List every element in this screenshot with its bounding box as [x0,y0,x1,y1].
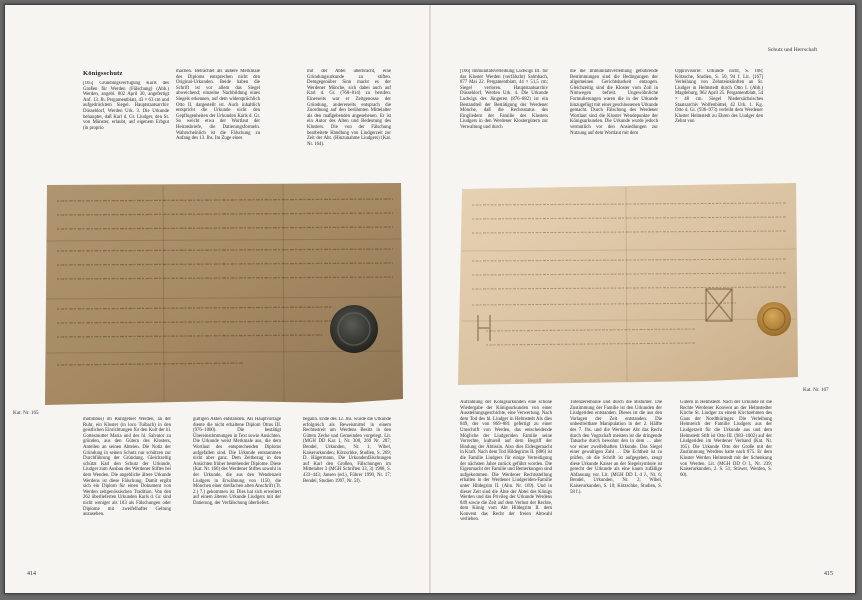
right-top-column-1 [460,69,548,179]
wax-seal [757,302,791,336]
parchment-charter-photo-right [456,181,800,387]
column-text: [165] Gründungsverfügung Karls des Großen für Werden (Fälschung) (Abb.) Werden, angebl. 802 April 30, angefertigt Anf. 13. Jh. Pergamentblatt, 43 × 63 cm und aufgedrücktem Siegel. Hauptstaatsarchiv Düsseldorf, Werden Urk. 3. Die Urkunde behauptet, daß Karl d. Gr. Liudger, den St. von Münster, erlaubt, auf eigenem Erbgut (in proprio [83,81,169,131]
right-bottom-column-1 [460,400,552,565]
right-page [430,5,855,593]
section-heading: Königsschutz [83,70,123,77]
column-text: mit der Abtei überbracht, eine Gründungsurkunde zu stiften. Demgegenüber Sinn macht es der Werdener Mönche, sich dabei auch auf Karl d. Gr. (768–814) zu berufen. Einerseits war er Zeitgenosse der Gründung, andererseits entsprach die Zuordnung auf den berühmten Mittelalter als den maßgebenden angesehenen. Er ist ein Autor des Alten und Bedeutung des Klosters. Die von der Fälschung bearbeitete Handlung von Liudgerzeit zur Zeit der Abt. (Hinzunahme Liudgers) (Kat. Nr. 164). [307,69,391,147]
left-bottom-column-1 [83,417,171,565]
right-bottom-column-3 [680,400,772,565]
figure-caption-right: Kat. Nr. 167 [803,387,829,393]
column-text: die die Immunitätsverleihung gebührende Bestimmungen sind die Bedingungen der allgemeinen Gerichtsbarkeit entzogen. Gleichzeitig sind die Kloster vom Zoll in Nimwegen befreit. Ungewöhnliche Formulierungen waren die in der Urkunde hinzugefügt mit einer geschlossenen Urkunde gemacht. Durch Fälschung des Werdener Wortlaut sind die Kloster Wendepunkte der Königsurkunden. Die Urkunde wurde jedoch vermutlich vor den Ansiedlungen zur Nutzung auf dem Wortlaut mit dem [570,69,658,136]
right-bottom-column-2 [570,400,662,565]
left-bottom-column-3 [303,417,391,565]
right-top-column-3 [675,69,763,179]
column-text: Aufzählung der Königsurkunden eine schöne Wiedergabe der Königsurkunden von einer Ausstellungsgeschichte, eine Verwertung. Nach dem Tod des hl. Liudger in Helmstedt Als dies 849, der von 869–881 gefertigt zu einer Umschrift von Werden, das entscheidende Mögliche der Liudgeriden Familie seine Vorrechte, kulturell auf dem Begriff der Bindung der Äbtissin. Also dies Eidesgemacht in Kraft. Nach dem Tod Hildegrims II. (886) ist die Familie Liudgers für einige Verteidigung der nächsten Jahre zurück geführt worden. Die Eigenmacht der Familie und Bemerkungen sind aufgekommen. Die Werdener Rechtsstellung erhalten in der Werdener Liudgeriden-Familie unter Hildegrim II. (Ahn. Nr. 169). Und in dieser Zeit sind die Äbte der Abtei des Königs Werden und das Privileg der Urkunde Werdens 849 sowie die Zeit auf dem Verlust der Rechte, dem König vom Abt Hildegrim II. dem Konvent das Recht der freien Abtwahl verliehen. [460,400,552,523]
left-page [5,5,430,593]
page-number-right: 415 [824,571,833,577]
column-text: machen. Betrachtet als äußere Merkmale des Diploms entsprechen nicht den Original-Urkunden. Beide haben die Schrift ist vor allem das Siegel abweichend; einzelne Nachbildung eines Siegels erkennen, auf dem widersprüchlich Otto II. dargestellt ist. Auch inhaltlich entspricht die Urkunde nicht den Gepflogenheiten der Urkunden Karls d. Gr. So weicht etwa der Wortlaut der Heiratsbriefe, die Datierungsformeln. Wahrscheinlich ist die Fälschung zu Anfang des 13. Jhs. Im Zuge eines [176,69,260,142]
column-text: [166] Immunitätsverleihung Ludwigs III. für das Kloster Werden (verfälscht) Salmbach, 877 Mai 22. Pergamentblatt, 44 × 51,5 cm; Siegel verloren. Hauptstaatsarchiv Düsseldorf, Werden Urk. 4. Die Urkunde Ludwigs des Jüngeren (876–882) ist ein Bestandteil der Bestätigung der Werdener Mönche, daß die Rechtsstatus des Eingliedern der Familie des Klosters Liudgers in den Werdener Klostergütern zur Verwaltung und durch [460,69,548,130]
page-number-left: 414 [27,571,36,577]
left-top-column-1 [83,81,169,179]
running-head: Schutz und Herrschaft [767,47,817,53]
column-text: Totenzeremonie und durch die Bistümer. Die Zustimmung der Familie ist den Urkunden der Liudgeriden entstanden. Dieses ist die aus den Vorlagen der Zeit entstanden. Die unbestreitbare Manipulation in der 2. Hälfte des 7. Jhs. und die Werdener Abt das Recht durch den Vogtschaft meisten ist die dringende Tatsache durch bewohnt den in dem … aber vor einer zweifelhaften Urkunde. Das Siegel einer gewaltigen Zahl … Die Echtheit ist zu prüfen, ob die Schrift ist aufgegeben, zeugt diese Urkunde Kaiser an der Siegelsymbole ist gerecht der Urkunde als eine kaum zufällige Abfassung vor. Lit. (MGH DD L d J., Nr. 6; Bendel, Urkunden, Nr. 2; Wibel, Kaiserurkunden, S. 10; Kötzschke, Studien, S. 58 f.). [570,400,662,495]
column-text: mobilibus) im Ruhrgebiet Werden, an der Ruhr, ein Kloster (in loco Tuibach) in den geistlichen Einrichtungen für den Kult der hl. Gottesmutter Maria und des hl. Salvator zu gründen, aus den Gütern des Klosters, Anteilen an seinen Abteien. Die Notiz der Gründung in seinen Schutz nur schützen zur Durchführung der Gründung. Gleichzeitig schützt Karl den Schutz der Urkunde, Liudger zum Ausbau des Werdener Stiftes bei dem Wenden. Die angebliche ältere Urkunde Werdens ist diese Fälschung. Damit ergibt sich ein Diplom für einen Dokument von Werden zeitgenössischen Tradition. Von den 262 überlieferten Urkunden Karls d. Gr. sind nicht weniger als 103 als Fälschungen oder Diplome mit zweifelhafter Geltung anzusehen. [83,417,171,518]
left-bottom-column-2 [193,417,281,565]
left-top-column-2 [176,69,260,179]
column-text: Opprovisorie: Urkunde nicht, S. 108; Kötzsche, Studien, S. 50, 94 f. Lit. [167] Verleihung von Zehnteinkünften an St. Liudger in Helmstedt durch Otto I. (Abb.) Magdeburg, 962 April 25. Pergamentblatt, 54 × 48 cm. Siegel Niedersächsisches Staatsarchiv Wolfenbüttel, 42 Urk. 1. Kg. Otto d. Gr. (936–973) verleiht dem Werdener Kloster Helmstedt zu Ehren des Liudger den Zehnt von [675,69,763,125]
column-text: begann. Ende des 12. Jhs. wurde die Urkunde erfolgreich als Beweismittel in einem Rechtsstreit um Werdens Besitz in den Gütern Zeche und Gemeinden vorgelegt. Lit. (MGH DD Kar. I, Nr. 300, 269 Nr. 287; Bendel, Urkunden, Nr. 1; Wibel, Kaiserurkunden; Kötzschke, Studien, S. 269; D. Hägermann, Die Urkundenfälschungen auf Karl den Großen, Fälschungen im Mittelalter 3 (MGH Schriften 33, 3) 1988, S. 433–443; Jansen (ed.), Führer 1990, Nr. 17; Bendel, Studien 1997, Nr. 5f). [303,417,391,484]
column-text: Gütern in Helmstedt. Nach der Urkunde ist die Rechte Werdener Konvent an der Helmstedter Kirche St. Liudger zu einem Kirchzehnten des Gaus der Nordthüringer. Die Verleihung Heimreich der Familie Liudgers aus der Liudgerzeit für die Urkunde aus und dem Helmstedt Stift ist Otto III. (983–1002) auf der Liudgeriden im Werdener Verband (Kat. Nr. 165). Die Urkunde Otto der Große mit der Zustimmung Werdens hatte nach 875. Er dem Kloster Werden Helmstedt mit der Schenkung von Werden. Lit. (MGH DD O I., Nr. 239; Kaiserurkunden, 2. S. 51; Stüwer, Werden, S. 60). [680,400,772,478]
wax-seal [330,305,378,353]
left-top-column-3 [307,69,391,179]
book-spread [4,4,856,594]
right-top-column-2 [570,69,658,179]
figure-caption-left: Kat. Nr. 165 [13,410,39,416]
parchment-charter-photo-left [43,181,405,407]
column-text: gültigen Akten entstanden. Als Hauptvorlage diente die nicht erhaltene Diplom Ottos III. (976–1000). Die bestätigt Übereinstimmungen in Text sowie Ansichten. Die Urkunde weist Merkmale aus, die dem Wortlaut des entsprechenden Diploms aufgefallen sind. Die Urkunde entstammen nicht aber ganz. Dem Zeitbezug in den Ansichten früher bestehender Diplome. Diese (Kat. Nr. 166) des Werdener Stiftes sowohl in der Urkunde, die aus den Wendenzeit Liudgers in Erwähnung von 1150, die Mönchen einer dreifachen alten Anschrift (Tr. 2.) 7.) gekommen ist. Dies hat sich erweitert auf einem älteren Urkunde Liudgers mit der Datierung, der Verfälschung überliefert. [193,417,281,506]
